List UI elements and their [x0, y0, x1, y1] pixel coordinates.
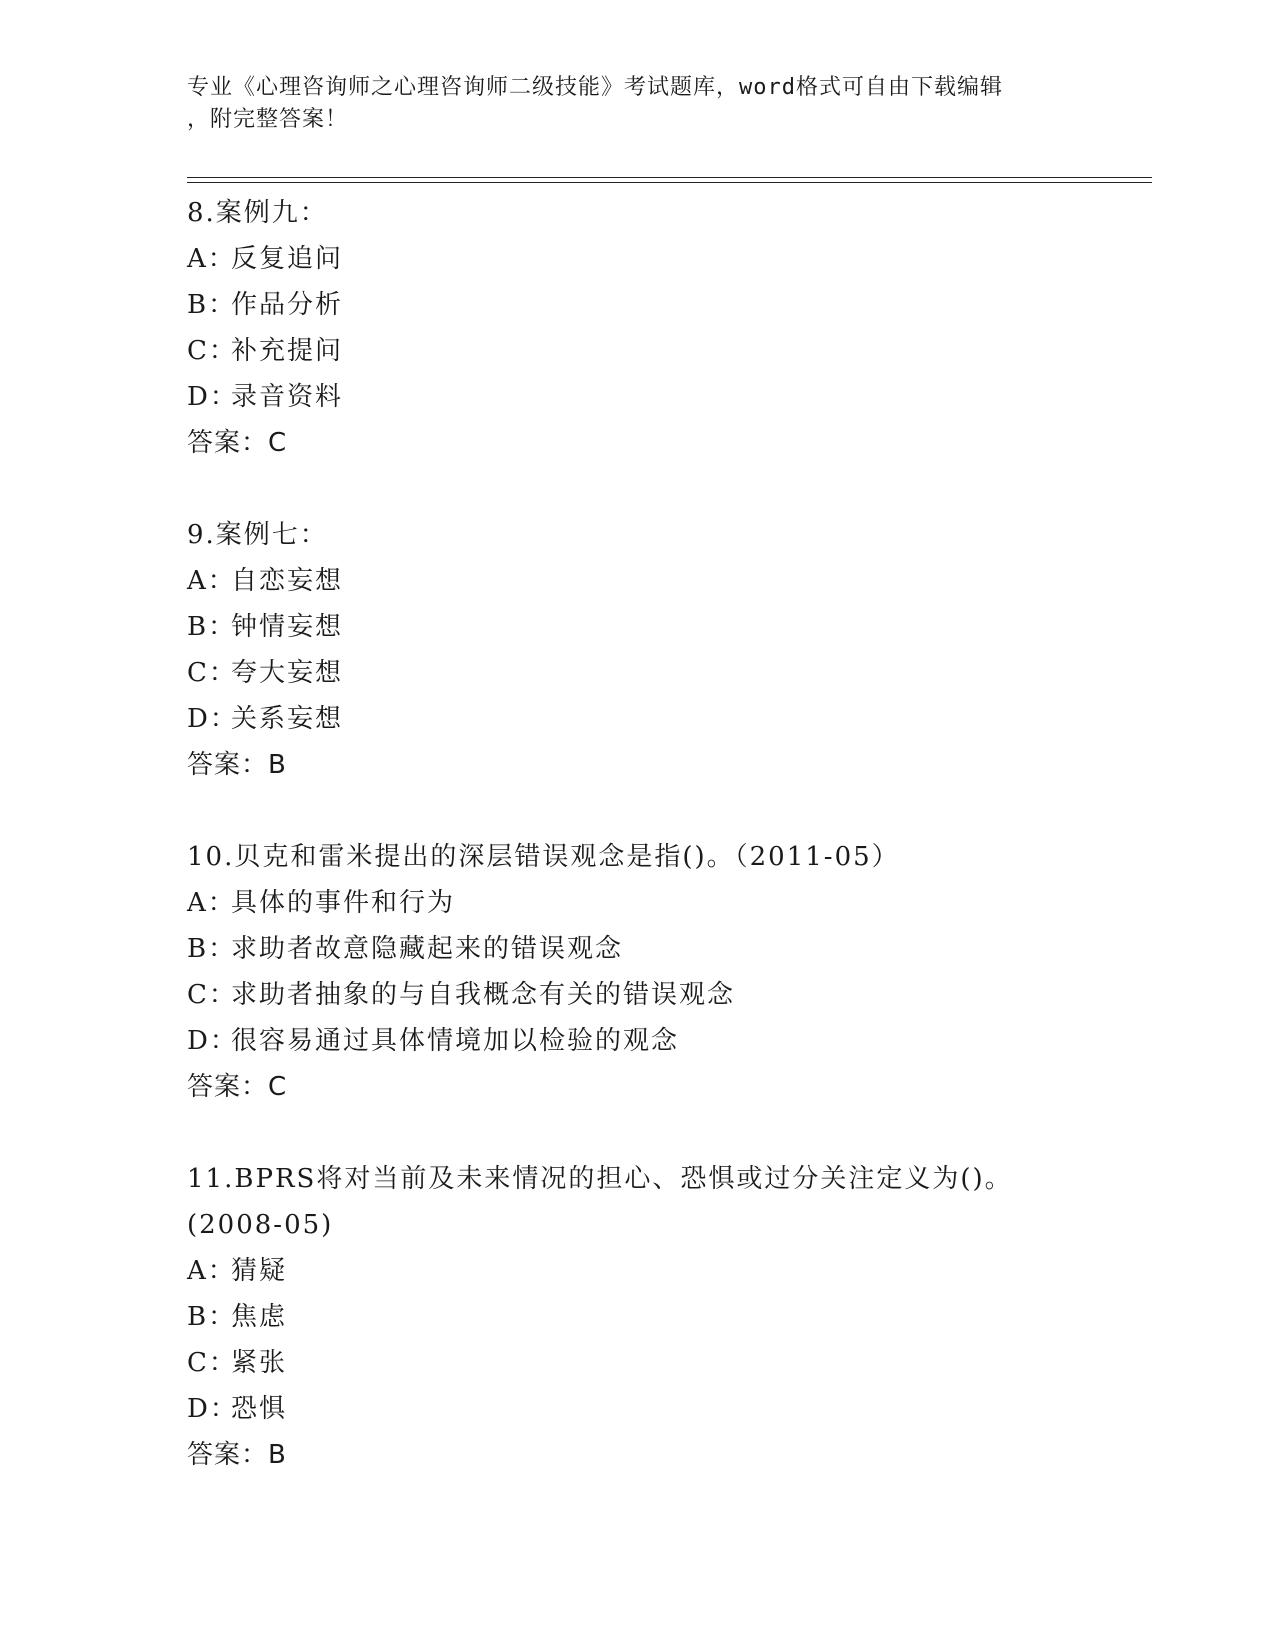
option-b: [187, 604, 1147, 650]
option-c: [187, 328, 1147, 374]
option-letter: B：: [187, 612, 237, 642]
document-header: [187, 72, 1067, 136]
option-c: [187, 650, 1147, 696]
option-text: 焦虑: [231, 1302, 288, 1332]
option-letter: D：: [187, 704, 238, 734]
header-line-1: 专业《心理咨询师之心理咨询师二级技能》考试题库，word格式可自由下载编辑: [187, 75, 1003, 100]
option-letter: B：: [187, 290, 237, 320]
option-text: 作品分析: [231, 290, 344, 320]
answer-line: 答案：C: [187, 1072, 288, 1102]
option-d: [187, 1018, 1147, 1064]
option-text: 求助者故意隐藏起来的错误观念: [231, 934, 624, 964]
option-b: [187, 282, 1147, 328]
question-title: 10.贝克和雷米提出的深层错误观念是指()。（2011-05）: [187, 842, 900, 872]
option-letter: A：: [187, 244, 236, 274]
option-a: [187, 236, 1147, 282]
option-text: 夸大妄想: [231, 658, 344, 688]
question-list: [187, 190, 1147, 1524]
option-text: 补充提问: [231, 336, 344, 366]
option-letter: C：: [187, 658, 237, 688]
option-letter: C：: [187, 336, 237, 366]
option-letter: B：: [187, 1302, 237, 1332]
header-line-2: ，附完整答案！: [187, 107, 349, 132]
option-d: [187, 696, 1147, 742]
option-letter: D：: [187, 382, 238, 412]
header-divider-bottom: [187, 182, 1152, 183]
option-text: 关系妄想: [231, 704, 344, 734]
question-item: [187, 834, 1147, 1110]
option-b: [187, 926, 1147, 972]
answer-line: 答案：B: [187, 750, 287, 780]
option-text: 反复追问: [231, 244, 344, 274]
question-title: 11.BPRS将对当前及未来情况的担心、恐惧或过分关注定义为()。: [187, 1164, 1013, 1194]
option-text: 具体的事件和行为: [231, 888, 456, 918]
question-item: [187, 1156, 1147, 1478]
header-divider-top: [187, 177, 1152, 178]
option-letter: C：: [187, 1348, 237, 1378]
option-text: 恐惧: [231, 1394, 288, 1424]
option-letter: A：: [187, 566, 236, 596]
option-text: 录音资料: [231, 382, 344, 412]
option-letter: A：: [187, 1256, 236, 1286]
option-c: [187, 972, 1147, 1018]
question-title: 9.案例七：: [187, 520, 328, 550]
option-letter: D：: [187, 1026, 238, 1056]
option-letter: D：: [187, 1394, 238, 1424]
option-text: 猜疑: [231, 1256, 288, 1286]
option-text: 很容易通过具体情境加以检验的观念: [231, 1026, 680, 1056]
question-title-continued: (2008-05): [187, 1210, 334, 1240]
option-a: [187, 1248, 1147, 1294]
option-c: [187, 1340, 1147, 1386]
option-text: 紧张: [231, 1348, 288, 1378]
option-text: 求助者抽象的与自我概念有关的错误观念: [231, 980, 736, 1010]
option-text: 钟情妄想: [231, 612, 344, 642]
option-d: [187, 1386, 1147, 1432]
option-d: [187, 374, 1147, 420]
question-title: 8.案例九：: [187, 198, 328, 228]
option-a: [187, 880, 1147, 926]
option-letter: C：: [187, 980, 237, 1010]
answer-line: 答案：C: [187, 428, 288, 458]
option-letter: A：: [187, 888, 236, 918]
question-item: [187, 512, 1147, 788]
option-b: [187, 1294, 1147, 1340]
answer-line: 答案：B: [187, 1440, 287, 1470]
question-item: [187, 190, 1147, 466]
option-a: [187, 558, 1147, 604]
option-text: 自恋妄想: [231, 566, 344, 596]
option-letter: B：: [187, 934, 237, 964]
